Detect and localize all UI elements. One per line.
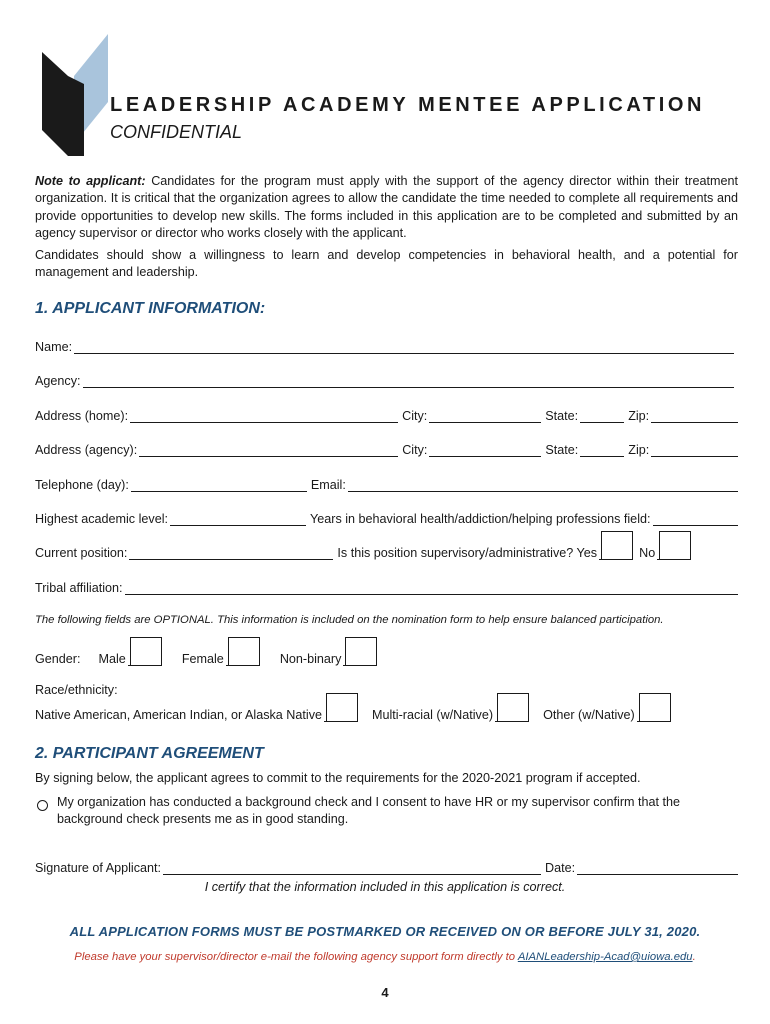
male-label: Male [98,652,126,666]
native-label: Native American, American Indian, or Alaska Native [35,708,322,722]
consent-radio[interactable] [37,798,48,816]
agency-row [35,368,738,388]
contact-email-link[interactable]: AIANLeadership-Acad@uiowa.edu [517,951,693,963]
other-checkbox[interactable] [639,693,671,721]
state-label: State: [545,443,579,457]
agreement-intro: By signing below, the applicant agrees to commit to the requirements for the 2020-2021 program if accepted. [35,771,641,785]
years-label: Years in behavioral health/addiction/helping professions field: [310,512,651,526]
note-text: Candidates for the program must apply with the support of the agency director within their treatment organization. It is critical that the organization agrees to allow the candidate the time needed to complete all requirements and provide opportunities to develop new skills. The forms included in this application are to be completed and submitted by an agency supervisor or director who works closely with the applicant. [35,174,738,241]
state-label: State: [545,409,579,423]
note-label: Note to applicant: [35,174,146,188]
date-field[interactable] [577,859,738,875]
male-checkbox[interactable] [130,637,162,665]
candidates-paragraph: Candidates should show a willingness to learn and develop competencies in behavioral health, and a potential for management and leadership. [35,248,738,280]
signature-field[interactable] [163,859,541,875]
contact-row [35,472,738,492]
section-heading-participant-agreement: 2. PARTICIPANT AGREEMENT [35,745,264,762]
telephone-field[interactable] [131,476,307,492]
optional-note: The following fields are OPTIONAL. This information is included on the nomination form to help ensure balanced participation. [35,614,664,626]
deadline-notice: ALL APPLICATION FORMS MUST BE POSTMARKED OR RECEIVED ON OR BEFORE JULY 31, 2020. [69,924,701,939]
zip-home-field[interactable] [651,407,738,423]
tribal-label: Tribal affiliation: [35,581,123,595]
nonbinary-checkbox[interactable] [345,637,377,665]
page-number: 4 [381,985,389,1000]
state-agency-field[interactable] [580,441,624,457]
race-row [35,698,738,722]
supervisory-label: Is this position supervisory/administrative? Yes [337,546,598,560]
native-checkbox[interactable] [326,693,358,721]
city-agency-field[interactable] [429,441,541,457]
consent-text: My organization has conducted a background check and I consent to have HR or my supervisor confirm that the background check presents me as in good standing. [57,795,681,827]
tribal-field[interactable] [125,579,739,595]
contact-end: . [692,951,696,963]
email-field[interactable] [348,476,738,492]
zip-label: Zip: [628,409,650,423]
page-title: LEADERSHIP ACADEMY MENTEE APPLICATION [110,94,706,116]
address-home-field[interactable] [130,407,398,423]
academic-field[interactable] [170,510,306,526]
city-home-field[interactable] [429,407,541,423]
agency-field[interactable] [83,372,734,388]
position-row [35,538,738,560]
email-label: Email: [310,478,346,492]
state-home-field[interactable] [580,407,624,423]
nonbinary-label: Non-binary [279,652,342,666]
position-label: Current position: [35,546,128,560]
radio-circle-icon [37,800,48,811]
academic-row [35,506,738,526]
female-label: Female [181,652,224,666]
supervisory-no-checkbox[interactable] [659,531,691,559]
address-agency-field[interactable] [139,441,398,457]
name-row [35,334,738,354]
signature-row [35,855,738,875]
other-label: Other (w/Native) [543,708,635,722]
multiracial-label: Multi-racial (w/Native) [372,708,494,722]
city-label: City: [402,409,428,423]
race-label: Race/ethnicity: [35,683,118,697]
section-heading-applicant-info: 1. APPLICANT INFORMATION: [35,300,266,317]
supervisory-yes-checkbox[interactable] [601,531,633,559]
city-label: City: [402,443,428,457]
years-field[interactable] [653,510,739,526]
name-label: Name: [35,340,73,354]
tribal-row [35,575,738,595]
certify-statement: I certify that the information included in this application is correct. [204,880,566,894]
gender-label: Gender: [35,652,81,666]
contact-instructions [0,951,770,963]
academy-logo [38,32,110,160]
date-label: Date: [545,861,576,875]
zip-agency-field[interactable] [651,441,738,457]
no-label: No [639,546,656,560]
telephone-label: Telephone (day): [35,478,129,492]
note-paragraph [35,173,738,243]
gender-row [35,642,738,666]
address-agency-row [35,437,738,457]
multiracial-checkbox[interactable] [497,693,529,721]
zip-label: Zip: [628,443,650,457]
address-home-label: Address (home): [35,409,129,423]
address-agency-label: Address (agency): [35,443,138,457]
female-checkbox[interactable] [228,637,260,665]
contact-text: Please have your supervisor/director e-mail the following agency support form directly to [74,951,518,963]
agency-label: Agency: [35,374,81,388]
position-field[interactable] [129,544,333,560]
page-subtitle: CONFIDENTIAL [110,122,243,142]
signature-label: Signature of Applicant: [35,861,162,875]
academic-label: Highest academic level: [35,512,168,526]
name-field[interactable] [74,338,734,354]
address-home-row [35,403,738,423]
